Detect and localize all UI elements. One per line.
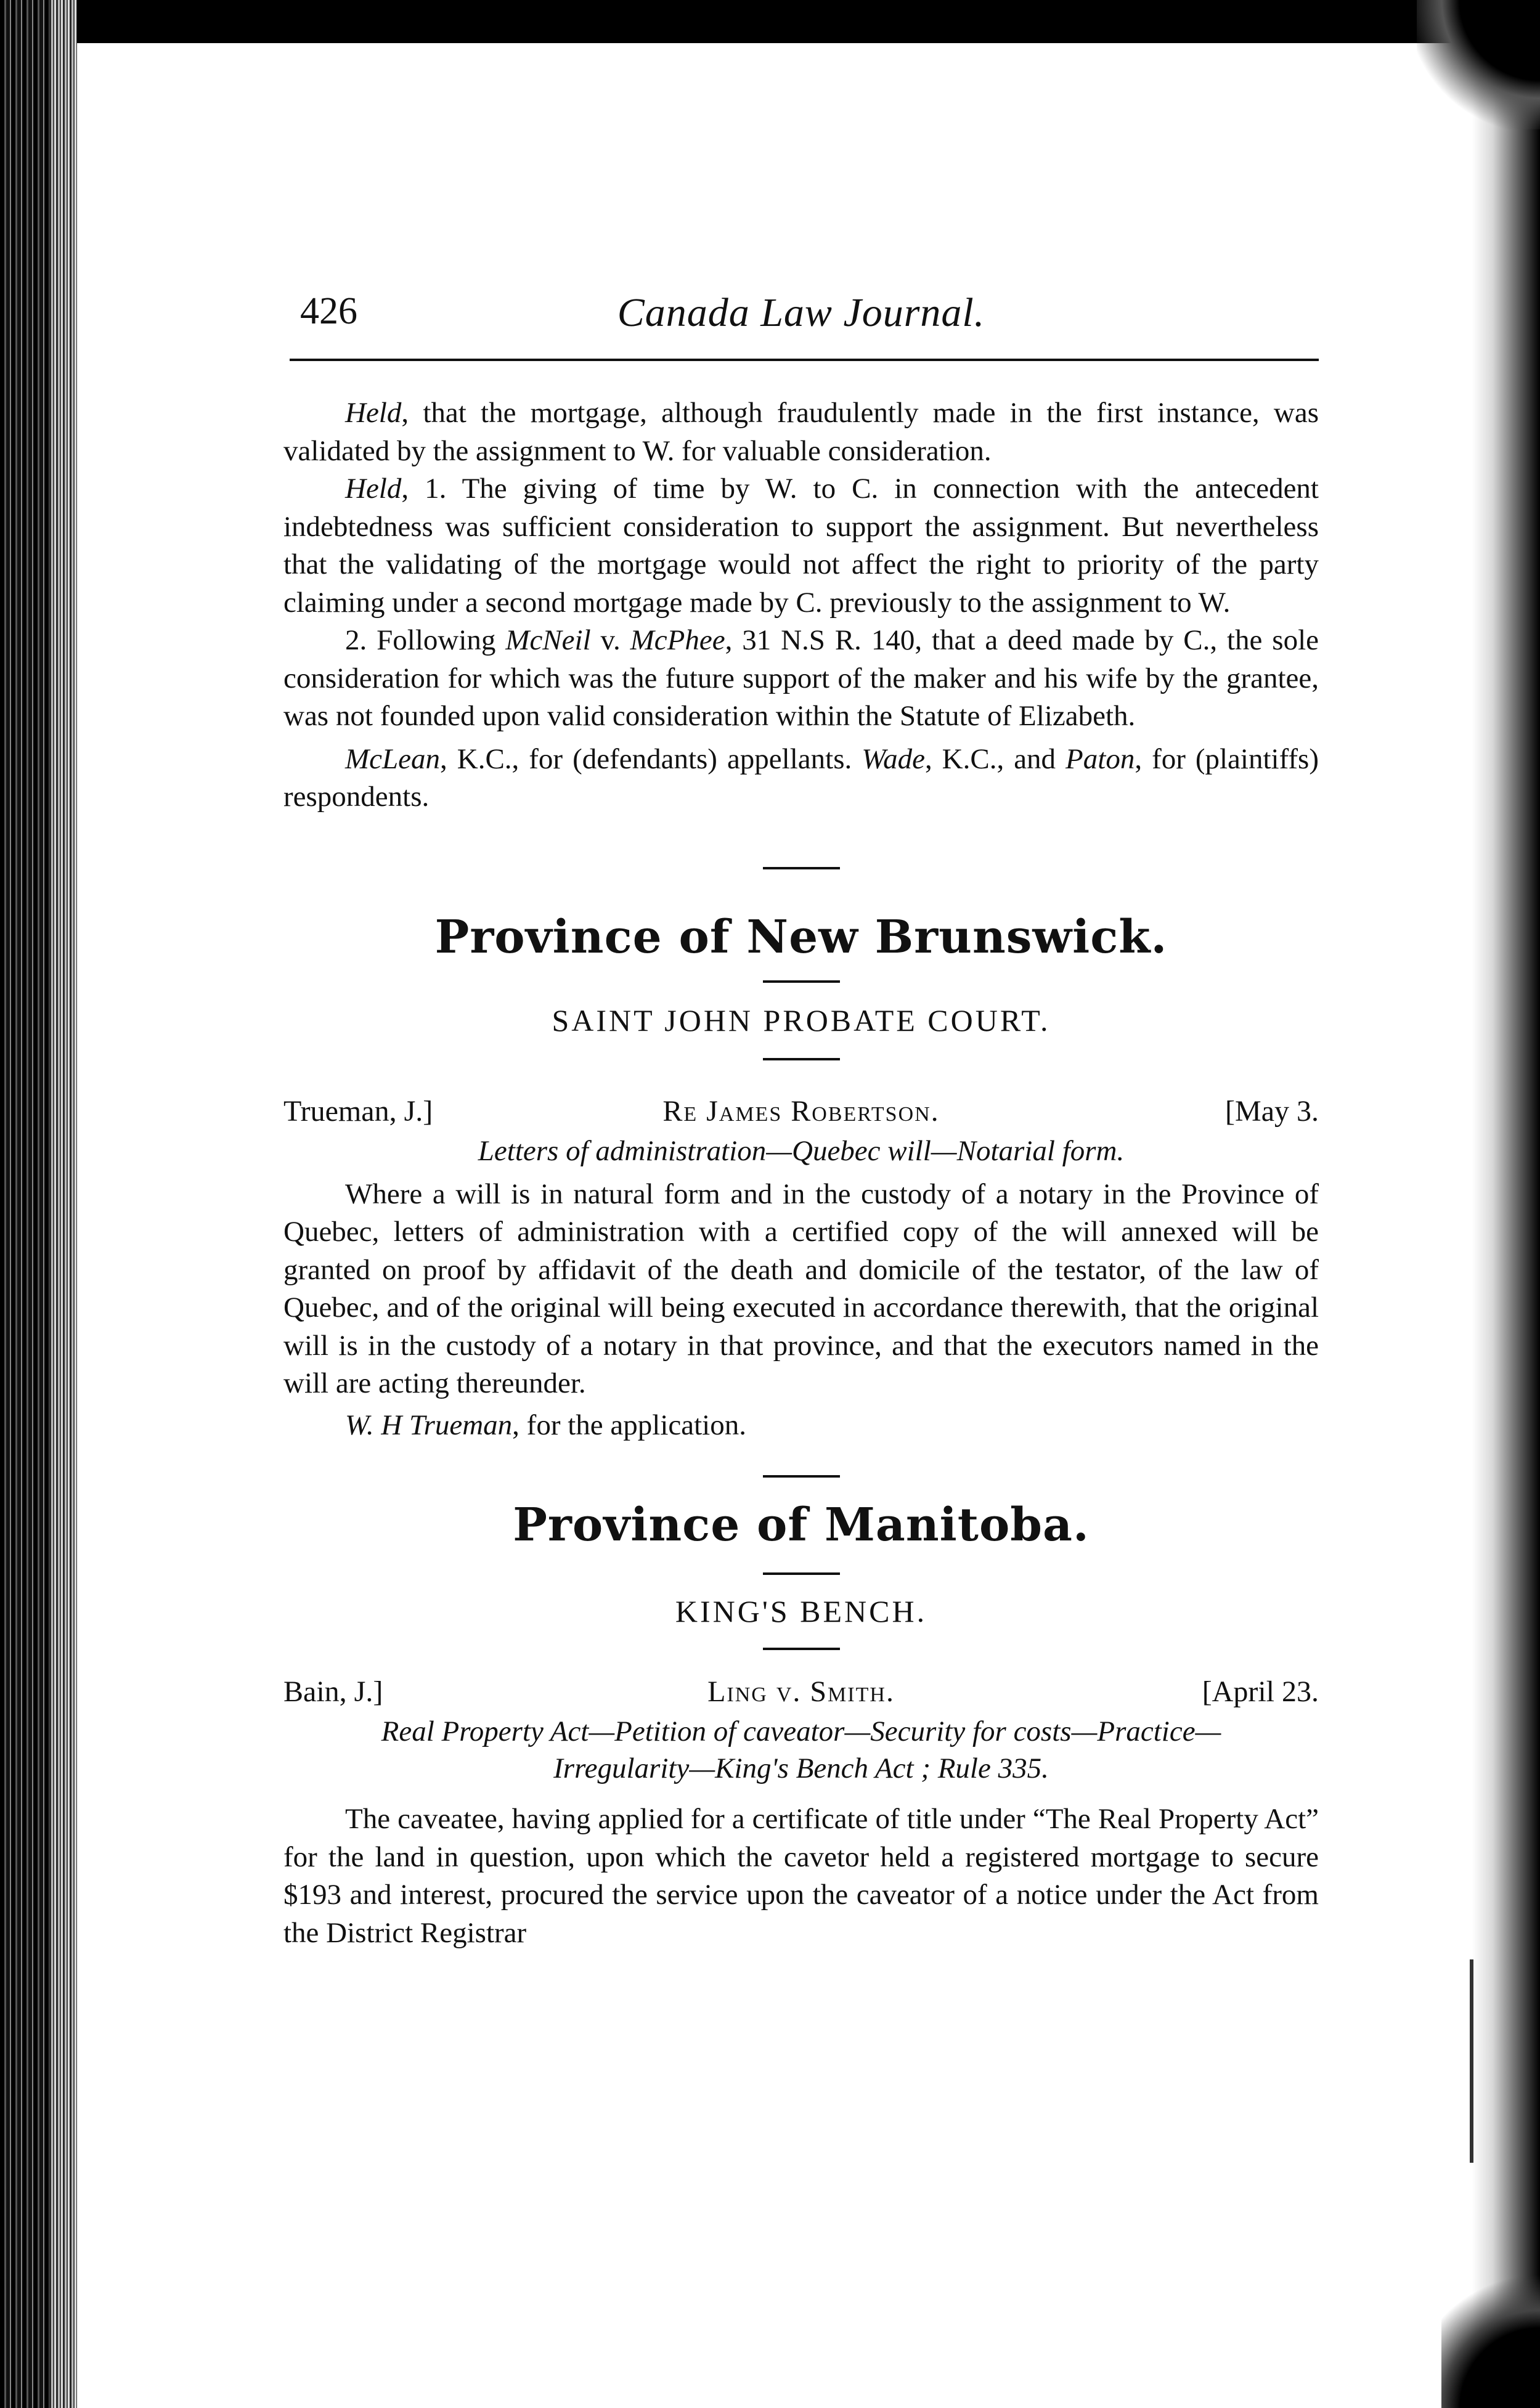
running-title: Canada Law Journal.: [617, 290, 985, 335]
para-text: , K.C., and: [924, 742, 1066, 775]
scan-border-top: [0, 0, 1540, 43]
held-text: , 1. The giving of time by W. to C. in connection with the antecedent indebtedness was sufficient consideration to support the assignment. But nevertheless that the validating of the mortgage would not affect the right to priority of the party claiming under a second mortgage made by C. previously to the assignment to W.: [283, 473, 1319, 619]
para-text: , 31 N.S R. 140, that a deed made by C., the sole consideration for which was the future support of the maker and his wife by the grantee, was not founded upon valid consideration within the Statute of Elizabeth.: [283, 624, 1319, 732]
case-body-paragraph: Where a will is in natural form and in the custody of a notary in the Province of Quebec, letters of administration with a certified copy of the will annexed will be granted on proof by affidavit of the death and domicile of the testator, of the law of Quebec, and of the original will being executed in accordance therewith, that the original will is in the custody of a notary in that province, and that the executors named in the will are acting thereunder.: [283, 1178, 1319, 1399]
page-number: 426: [300, 290, 357, 332]
page-header: [283, 290, 1319, 357]
scan-border-left-inner: [49, 0, 77, 2408]
header-rule: [290, 359, 1319, 361]
province-title-new-brunswick: Province of New Brunswick.: [434, 910, 1168, 964]
catchwords-line-2: Irregularity—King's Bench Act ; Rule 335.: [553, 1752, 1049, 1784]
judge: Trueman, J.]: [283, 1094, 433, 1128]
held-paragraph-3: [283, 622, 1319, 736]
province-title-manitoba: Province of Manitoba.: [513, 1499, 1090, 1552]
counsel-paragraph: [283, 1407, 1319, 1445]
scan-border-right: [1472, 0, 1540, 2408]
case-heading: [283, 1675, 1319, 1713]
para-text: , for the application.: [512, 1409, 746, 1441]
scan-edge-mark: [1470, 1959, 1473, 2163]
held-paragraph-2: [283, 470, 1319, 622]
held-text: , that the mortgage, although fraudulently made in the first instance, was validated by the assignment to W. for valuable consideration.: [283, 397, 1319, 467]
para-text: , K.C., for (defendants) appellants.: [440, 742, 862, 775]
page-body: [283, 394, 1319, 1952]
counsel-paragraph: [283, 741, 1319, 816]
case-heading: [283, 1094, 1319, 1133]
held-label: Held: [345, 473, 402, 505]
counsel-name: Paton: [1065, 742, 1135, 775]
journal-page: [283, 290, 1319, 1949]
case-citation: McPhee: [630, 624, 725, 656]
scan-border-left: [0, 0, 49, 2408]
court-title: KING'S BENCH.: [675, 1594, 927, 1629]
counsel-name: Wade: [862, 742, 925, 775]
judge: Bain, J.]: [283, 1675, 383, 1708]
case-name: Ling v. Smith.: [707, 1675, 895, 1708]
scan-corner-bottom-right: [1441, 2260, 1540, 2408]
scan-corner-top-right: [1417, 0, 1540, 129]
para-text: , for (plaintiffs) respondents.: [283, 742, 1319, 813]
para-text: 2. Following: [345, 624, 506, 656]
catchwords-line-1: Real Property Act—Petition of caveator—Security for costs—Practice—: [381, 1715, 1221, 1747]
para-text: v.: [590, 624, 630, 656]
held-paragraph-1: [283, 394, 1319, 470]
held-label: Held: [345, 397, 402, 429]
case-date: [May 3.: [1225, 1094, 1319, 1128]
case-citation: McNeil: [505, 624, 591, 656]
case-name: Re James Robertson.: [662, 1094, 940, 1128]
case-body-paragraph: The caveatee, having applied for a certificate of title under “The Real Property Act” for the land in question, upon which the cavetor held a registered mortgage to secure $193 and interest, procured the service upon the caveator of a notice under the Act from the District Registrar: [283, 1803, 1319, 1949]
counsel-name: W. H Trueman: [345, 1409, 513, 1441]
case-date: [April 23.: [1202, 1675, 1319, 1708]
counsel-name: McLean: [345, 742, 441, 775]
court-title: SAINT JOHN PROBATE COURT.: [552, 1003, 1051, 1038]
catchwords: Letters of administration—Quebec will—Notarial form.: [478, 1134, 1125, 1167]
